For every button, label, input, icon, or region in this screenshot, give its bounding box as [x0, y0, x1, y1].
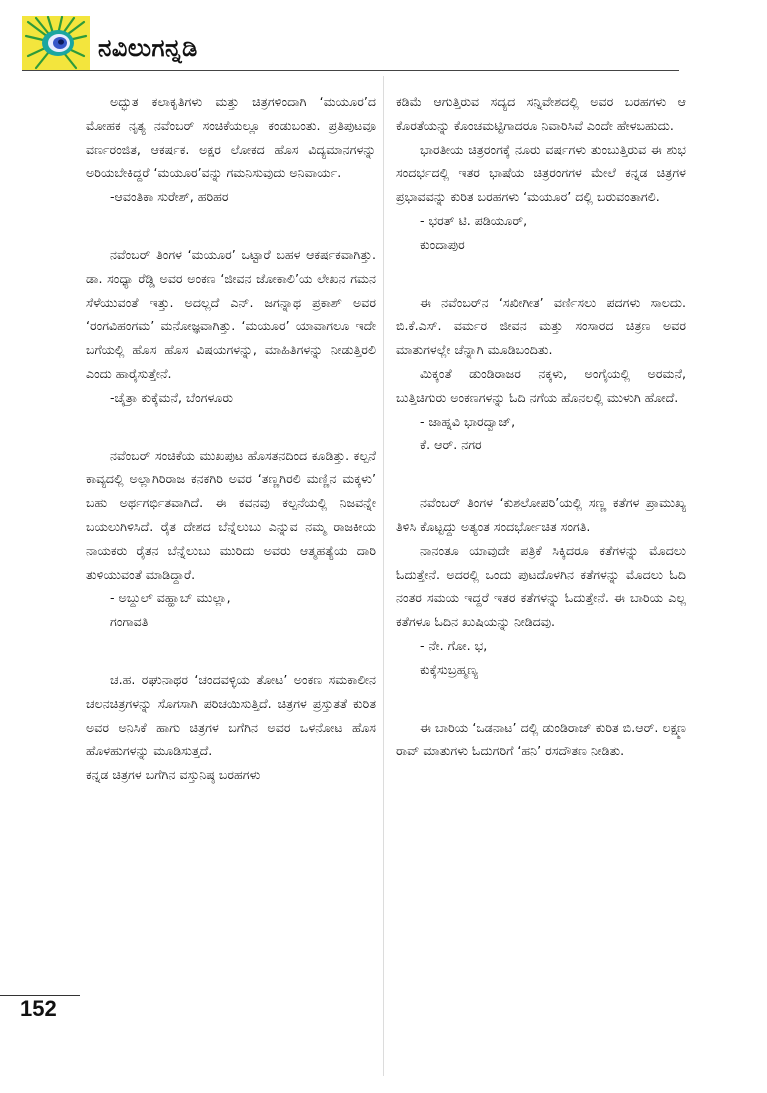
letter-paragraph: ನವೆಂಬರ್ ಸಂಚಿಕೆಯ ಮುಖಪುಟ ಹೊಸತನದಿಂದ ಕೂಡಿತ್ತು. ಕಲ್ಪನೆ ಕಾವ್ಯದಲ್ಲಿ ಅಲ್ಲಾಗಿರಿರಾಜ ಕನಕಗಿರಿ ಅವರ ‘ತಣ್ಣಗಿರಲಿ ಮಣ್ಣಿನ ಮಕ್ಕಳು’ ಬಹು ಅರ್ಥಗರ್ಭಿತವಾಗಿದೆ. ಈ ಕವನವು ಕಲ್ಪನೆಯಲ್ಲಿ ನಿಜವನ್ನೇ ಬಯಲುಗಿಳಿಸಿದೆ. ರೈತ ದೇಶದ ಬೆನ್ನೆಲುಬು ಎನ್ನುವ ನಮ್ಮ ರಾಜಕೀಯ ನಾಯಕರು ರೈತನ ಬೆನ್ನೆಲುಬು ಮುರಿದು ಅವರು ಆತ್ಮಹತ್ಯೆಯ ದಾರಿ ತುಳಿಯುವಂತೆ ಮಾಡಿದ್ದಾರೆ.: [86, 447, 376, 582]
letter-paragraph: ಕನ್ನಡ ಚಿತ್ರಗಳ ಬಗೆಗಿನ ವಸ್ತುನಿಷ್ಠ ಬರಹಗಳು: [86, 767, 261, 783]
letter-paragraph: ಮಿಕ್ಕಂತೆ ಡುಂಡಿರಾಜರ ನಕ್ಕಳು, ಅಂಗೈಯಲ್ಲಿ ಅರಮನೆ, ಬುತ್ತಿಚಿಗುರು ಅಂಕಣಗಳನ್ನು ಓದಿ ನಗೆಯ ಹೊನಲಲ್ಲಿ ಮುಳುಗಿ ಹೋದೆ.: [396, 365, 686, 405]
letter-paragraph: ಈ ಬಾರಿಯ ‘ಒಡನಾಟ’ ದಲ್ಲಿ ಡುಂಡಿರಾಜ್ ಕುರಿತ ಬಿ.ಆರ್. ಲಕ್ಷ್ಮಣ ರಾವ್ ಮಾತುಗಳು ಓದುಗರಿಗೆ ‘ಹನಿ’ ರಸದೌತಣ ನೀಡಿತು.: [396, 719, 686, 759]
letter-signature: - ನೇ. ಗೋ. ಭ,: [420, 637, 488, 653]
letter-paragraph: ನಾನಂತೂ ಯಾವುದೇ ಪತ್ರಿಕೆ ಸಿಕ್ಕಿದರೂ ಕತೆಗಳನ್ನು ಮೊದಲು ಓದುತ್ತೇನೆ. ಅದರಲ್ಲಿ ಒಂದು ಪುಟದೊಳಗಿನ ಕತೆಗಳನ್ನು ಮೊದಲು ಓದಿ ನಂತರ ಸಮಯ ಇದ್ದರೆ ಇತರ ಕತೆಗಳನ್ನು ಓದುತ್ತೇನೆ. ಈ ಬಾರಿಯ ಎಲ್ಲ ಕತೆಗಳೂ ಓದಿನ ಖುಷಿಯನ್ನು ನೀಡಿದವು.: [396, 542, 686, 630]
letter-paragraph: ನವೆಂಬರ್ ತಿಂಗಳ ‘ಕುಶಲೋಪರಿ’ಯಲ್ಲಿ ಸಣ್ಣ ಕತೆಗಳ ಪ್ರಾಮುಖ್ಯ ತಿಳಿಸಿ ಕೊಟ್ಟದ್ದು ಅತ್ಯಂತ ಸಂದರ್ಭೋಚಿತ ಸಂಗತಿ.: [396, 495, 686, 534]
letter-paragraph: ಕಡಿಮೆ ಆಗುತ್ತಿರುವ ಸದ್ಯದ ಸನ್ನಿವೇಶದಲ್ಲಿ ಅವರ ಬರಹಗಳು ಆ ಕೊರತೆಯನ್ನು ಕೊಂಚಮಟ್ಟಿಗಾದರೂ ನಿವಾರಿಸಿವೆ ಎಂದೇ ಹೇಳಬಹುದು.: [396, 94, 686, 133]
reader-letter: [86, 243, 376, 410]
magazine-brand-title: ನವಿಲುಗನ್ನಡಿ: [98, 34, 198, 62]
peacock-feather-icon: [22, 16, 90, 70]
reader-letter: [86, 668, 376, 787]
letter-paragraph: ಈ ನವೆಂಬರ್‌ನ ‘ಸಖೀಗೀತ’ ವರ್ಣಿಸಲು ಪದಗಳು ಸಾಲದು. ಬಿ.ಕೆ.ಎಸ್. ವರ್ಮರ ಜೀವನ ಮತ್ತು ಸಂಸಾರದ ಚಿತ್ರಣ ಅವರ ಮಾತುಗಳಲ್ಲೇ ಚೆನ್ನಾಗಿ ಮೂಡಿಬಂದಿತು.: [396, 294, 686, 358]
reader-letter: [396, 716, 686, 764]
reader-letter: [86, 90, 376, 209]
page-number: 152: [20, 996, 57, 1021]
letter-signature: - ಅಬ್ದುಲ್ ವಹ್ಹಾಬ್ ಮುಲ್ಲಾ,: [110, 590, 231, 606]
letter-signature: - ಭರತ್ ಟಿ. ಪಡಿಯೂರ್,: [420, 212, 528, 228]
letter-signature: -ಚೈತ್ರಾ ಕುಕ್ಕೆಮನೆ, ಬೆಂಗಳೂರು: [110, 389, 234, 405]
right-column: [396, 90, 686, 797]
column-divider: [383, 76, 384, 1076]
letter-place: ಗಂಗಾವತಿ: [110, 614, 149, 630]
letter-paragraph: ನವೆಂಬರ್ ತಿಂಗಳ ‘ಮಯೂರ’ ಒಟ್ಟಾರೆ ಬಹಳ ಆಕರ್ಷಕವಾಗಿತ್ತು. ಡಾ. ಸಂಧ್ಯಾ ರೆಡ್ಡಿ ಅವರ ಅಂಕಣ ‘ಜೀವನ ಜೋಕಾಲಿ’ಯ ಲೇಖನ ಗಮನ ಸೆಳೆಯುವಂತೆ ಇತ್ತು. ಅದಲ್ಲದೆ ಎನ್. ಜಗನ್ನಾಥ ಪ್ರಕಾಶ್ ಅವರ ‘ರಂಗವಿಹಂಗಮ’ ಮನೋಜ್ಞವಾಗಿತ್ತು. ‘ಮಯೂರ’ ಯಾವಾಗಲೂ ಇದೇ ಬಗೆಯಲ್ಲಿ ಹೊಸ ಹೊಸ ವಿಷಯಗಳನ್ನು, ಮಾಹಿತಿಗಳನ್ನು ನೀಡುತ್ತಿರಲಿ ಎಂದು ಹಾರೈಸುತ್ತೇನೆ.: [86, 246, 376, 381]
reader-letter: [396, 90, 686, 257]
reader-letter: [396, 491, 686, 681]
letter-signature: -ಆವಂತಿಕಾ ಸುರೇಶ್, ಹರಿಹರ: [110, 189, 229, 205]
letter-place: ಕೆ. ಆರ್. ನಗರ: [420, 437, 482, 453]
reader-letter: [396, 291, 686, 458]
letter-place: ಕುಂದಾಪುರ: [420, 236, 465, 252]
header-rule: [22, 70, 679, 71]
peacock-feather-logo: [22, 16, 90, 70]
letter-paragraph: ಚ.ಹ. ರಘುನಾಥರ ‘ಚಂದವಳ್ಳಿಯ ತೋಟ’ ಅಂಕಣ ಸಮಕಾಲೀನ ಚಲನಚಿತ್ರಗಳನ್ನು ಸೊಗಸಾಗಿ ಪರಿಚಯಿಸುತ್ತಿದೆ. ಚಿತ್ರಗಳ ಪ್ರಸ್ತುತತೆ ಕುರಿತ ಅವರ ಅನಿಸಿಕೆ ಹಾಗು ಚಿತ್ರಗಳ ಬಗೆಗಿನ ಅವರ ಒಳನೋಟ ಹೊಸ ಹೊಳಹುಗಳನ್ನು ಮೂಡಿಸುತ್ತದೆ.: [86, 671, 376, 759]
reader-letter: [86, 444, 376, 634]
letter-paragraph: ಅದ್ಭುತ ಕಲಾಕೃತಿಗಳು ಮತ್ತು ಚಿತ್ರಗಳಿಂದಾಗಿ ‘ಮಯೂರ’ದ ಮೋಹಕ ನೃತ್ಯ ನವೆಂಬರ್ ಸಂಚಿಕೆಯಲ್ಲೂ ಕಂಡುಬಂತು. ಪ್ರತಿಪುಟವೂ ವರ್ಣರಂಜಿತ, ಆಕರ್ಷಕ. ಅಕ್ಷರ ಲೋಕದ ಹೊಸ ವಿದ್ಯಮಾನಗಳನ್ನು ಅರಿಯಬೇಕಿದ್ದರೆ ‘ಮಯೂರ’ವನ್ನು ಗಮನಿಸುವುದು ಅನಿವಾರ್ಯ.: [86, 94, 376, 181]
letter-paragraph: ಭಾರತೀಯ ಚಿತ್ರರಂಗಕ್ಕೆ ನೂರು ವರ್ಷಗಳು ತುಂಬುತ್ತಿರುವ ಈ ಶುಭ ಸಂದರ್ಭದಲ್ಲಿ ಇತರ ಭಾಷೆಯ ಚಿತ್ರರಂಗಗಳ ಮೇಲೆ ಕನ್ನಡ ಚಿತ್ರಗಳ ಪ್ರಭಾವವನ್ನು ಕುರಿತ ಬರಹಗಳು ‘ಮಯೂರ’ ದಲ್ಲಿ ಬರುವಂತಾಗಲಿ.: [396, 141, 686, 205]
left-column: [86, 90, 376, 821]
letter-place: ಕುಕ್ಕೆಸುಬ್ರಹ್ಮಣ್ಯ: [420, 661, 478, 677]
letter-signature: - ಜಾಹ್ನವಿ ಭಾರದ್ವಾಜ್,: [420, 413, 516, 429]
